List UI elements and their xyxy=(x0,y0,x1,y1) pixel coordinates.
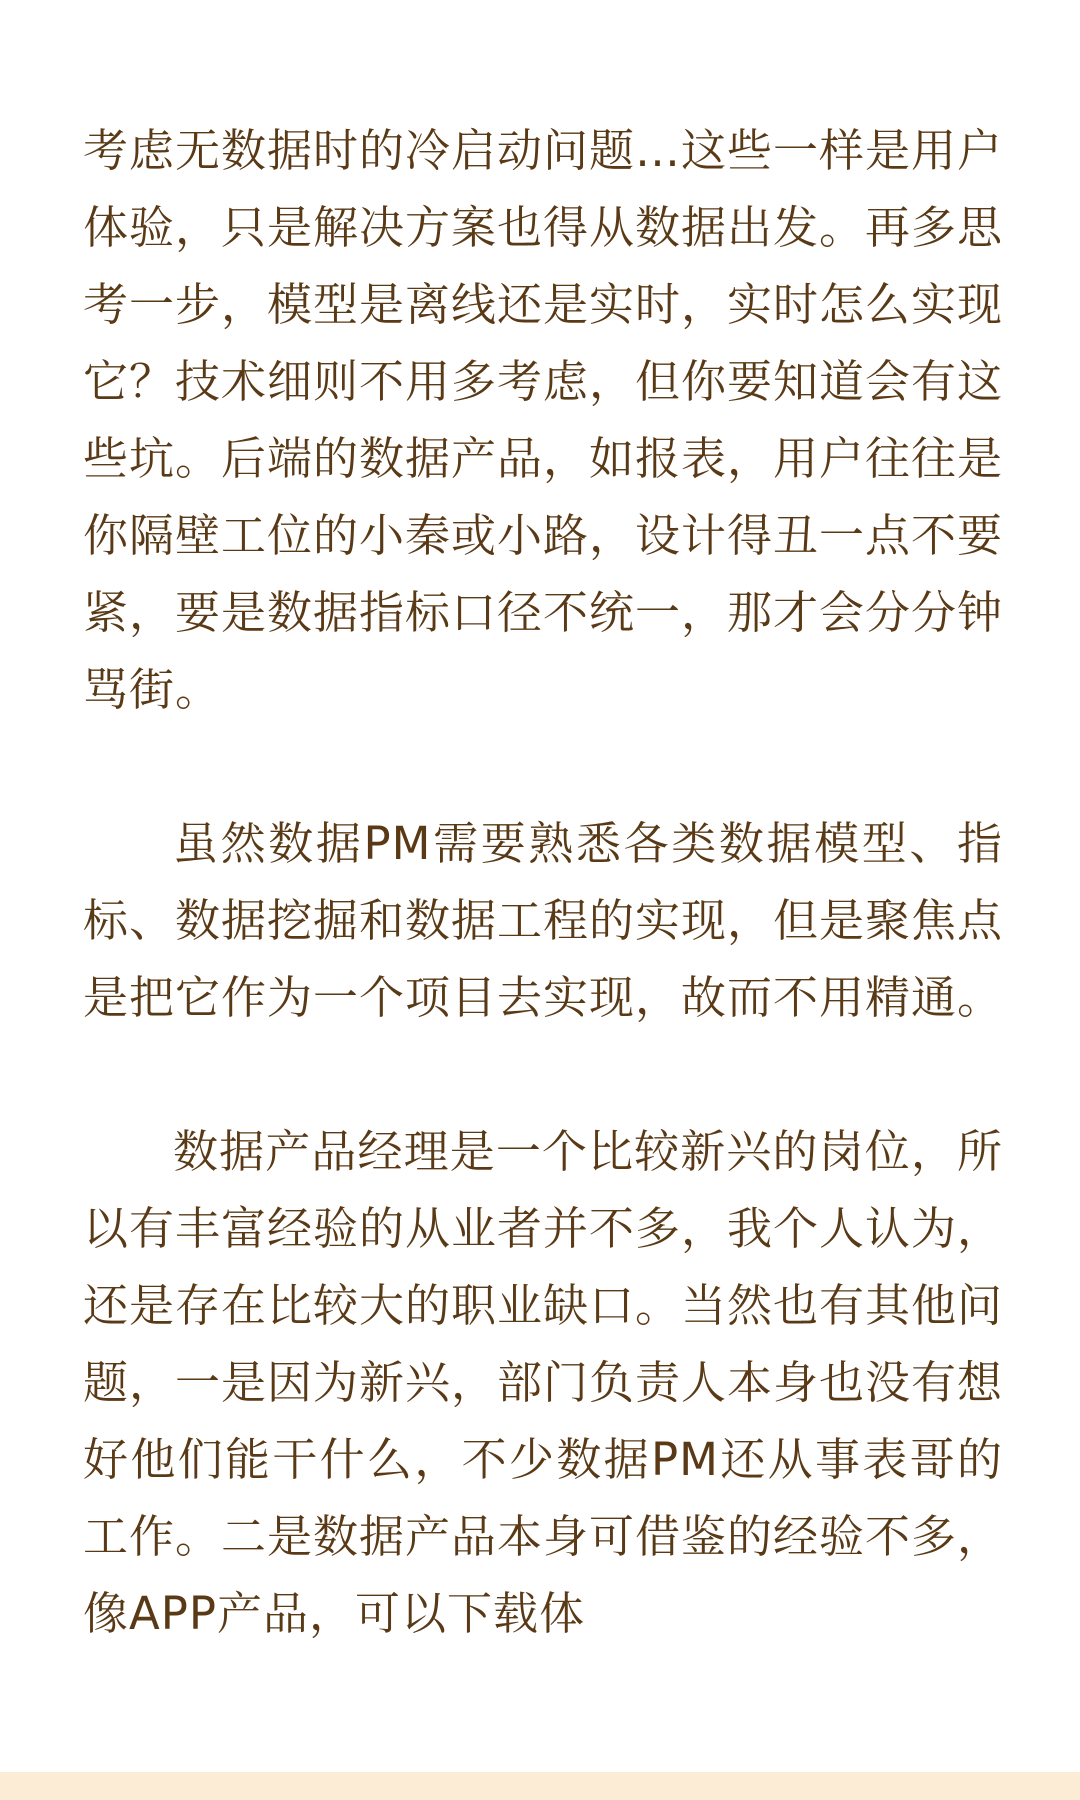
article-body xyxy=(83,112,1003,1652)
bottom-band xyxy=(0,1772,1080,1800)
paragraph: 虽然数据PM需要熟悉各类数据模型、指标、数据挖掘和数据工程的实现，但是聚焦点是把它作为一个项目去实现，故而不用精通。 xyxy=(83,817,1004,1024)
paragraph: 数据产品经理是一个比较新兴的岗位，所以有丰富经验的从业者并不多，我个人认为，还是存在比较大的职业缺口。当然也有其他问题，一是因为新兴，部门负责人本身也没有想好他们能干什么，不少数据PM还从事表哥的工作。二是数据产品本身可借鉴的经验不多，像APP产品，可以下载体 xyxy=(83,1125,1004,1640)
paragraph: 考虑无数据时的冷启动问题…这些一样是用户体验，只是解决方案也得从数据出发。再多思考一步，模型是离线还是实时，实时怎么实现它？技术细则不用多考虑，但你要知道会有这些坑。后端的数据产品，如报表，用户往往是你隔壁工位的小秦或小路，设计得丑一点不要紧，要是数据指标口径不统一，那才会分分钟骂街。 xyxy=(83,124,1004,716)
